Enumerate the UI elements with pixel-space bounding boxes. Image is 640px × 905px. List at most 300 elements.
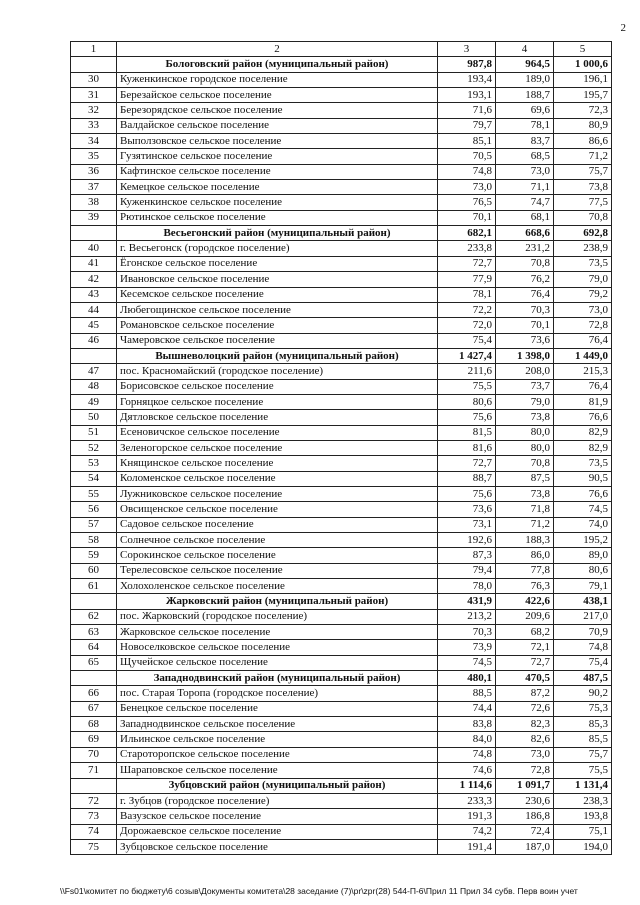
table-row bbox=[71, 793, 612, 808]
settlement-name: Садовое сельское поселение bbox=[117, 517, 438, 532]
settlement-name: Зубцовский район (муниципальный район) bbox=[117, 778, 438, 793]
table-row bbox=[71, 425, 612, 440]
value-col-5: 73,5 bbox=[554, 456, 612, 471]
value-col-4: 71,2 bbox=[496, 517, 554, 532]
row-number: 58 bbox=[71, 533, 117, 548]
value-col-5: 70,8 bbox=[554, 210, 612, 225]
row-number: 51 bbox=[71, 425, 117, 440]
value-col-4: 422,6 bbox=[496, 594, 554, 609]
value-col-5: 73,5 bbox=[554, 256, 612, 271]
settlement-name: Любегощинское сельское поселение bbox=[117, 302, 438, 317]
value-col-4: 68,5 bbox=[496, 149, 554, 164]
settlement-name: г. Зубцов (городское поселение) bbox=[117, 793, 438, 808]
settlement-name: пос. Старая Торопа (городское поселение) bbox=[117, 686, 438, 701]
value-col-5: 79,2 bbox=[554, 287, 612, 302]
table-row bbox=[71, 533, 612, 548]
table-row bbox=[71, 625, 612, 640]
row-number: 30 bbox=[71, 72, 117, 87]
settlement-name: Княщинское сельское поселение bbox=[117, 456, 438, 471]
row-number: 45 bbox=[71, 318, 117, 333]
value-col-5: 692,8 bbox=[554, 226, 612, 241]
settlement-name: Кемецкое сельское поселение bbox=[117, 180, 438, 195]
settlement-name: Зубцовское сельское поселение bbox=[117, 839, 438, 854]
value-col-5: 1 131,4 bbox=[554, 778, 612, 793]
value-col-3: 73,9 bbox=[438, 640, 496, 655]
settlement-name: Зеленогорское сельское поселение bbox=[117, 440, 438, 455]
row-number: 55 bbox=[71, 486, 117, 501]
value-col-3: 480,1 bbox=[438, 671, 496, 686]
value-col-3: 193,1 bbox=[438, 88, 496, 103]
table-row bbox=[71, 287, 612, 302]
value-col-3: 211,6 bbox=[438, 364, 496, 379]
subvention-table bbox=[70, 41, 612, 855]
value-col-3: 75,5 bbox=[438, 379, 496, 394]
row-number: 52 bbox=[71, 440, 117, 455]
settlement-name: Терелесовское сельское поселение bbox=[117, 563, 438, 578]
value-col-5: 72,8 bbox=[554, 318, 612, 333]
header-col-2: 2 bbox=[117, 42, 438, 57]
row-number: 50 bbox=[71, 410, 117, 425]
value-col-4: 77,8 bbox=[496, 563, 554, 578]
value-col-4: 73,6 bbox=[496, 333, 554, 348]
value-col-3: 88,5 bbox=[438, 686, 496, 701]
value-col-5: 75,1 bbox=[554, 824, 612, 839]
settlement-name: Весьегонский район (муниципальный район) bbox=[117, 226, 438, 241]
table-row bbox=[71, 195, 612, 210]
value-col-3: 1 114,6 bbox=[438, 778, 496, 793]
value-col-4: 72,4 bbox=[496, 824, 554, 839]
value-col-5: 195,2 bbox=[554, 533, 612, 548]
value-col-3: 70,3 bbox=[438, 625, 496, 640]
table-row bbox=[71, 210, 612, 225]
value-col-5: 75,4 bbox=[554, 655, 612, 670]
value-col-4: 188,3 bbox=[496, 533, 554, 548]
value-col-3: 87,3 bbox=[438, 548, 496, 563]
value-col-4: 71,8 bbox=[496, 502, 554, 517]
value-col-3: 85,1 bbox=[438, 134, 496, 149]
value-col-3: 76,5 bbox=[438, 195, 496, 210]
row-number bbox=[71, 594, 117, 609]
row-number: 46 bbox=[71, 333, 117, 348]
value-col-4: 1 398,0 bbox=[496, 348, 554, 363]
table-row bbox=[71, 563, 612, 578]
value-col-4: 80,0 bbox=[496, 425, 554, 440]
district-row bbox=[71, 226, 612, 241]
settlement-name: Куженкинское сельское поселение bbox=[117, 195, 438, 210]
table-row bbox=[71, 579, 612, 594]
value-col-5: 77,5 bbox=[554, 195, 612, 210]
value-col-4: 72,1 bbox=[496, 640, 554, 655]
value-col-4: 73,8 bbox=[496, 410, 554, 425]
district-row bbox=[71, 778, 612, 793]
table-row bbox=[71, 241, 612, 256]
value-col-3: 84,0 bbox=[438, 732, 496, 747]
value-col-5: 74,5 bbox=[554, 502, 612, 517]
value-col-3: 74,8 bbox=[438, 164, 496, 179]
table-row bbox=[71, 272, 612, 287]
table-row bbox=[71, 824, 612, 839]
value-col-3: 83,8 bbox=[438, 717, 496, 732]
value-col-3: 81,6 bbox=[438, 440, 496, 455]
value-col-3: 73,0 bbox=[438, 180, 496, 195]
row-number: 68 bbox=[71, 717, 117, 732]
value-col-3: 88,7 bbox=[438, 471, 496, 486]
settlement-name: Чамеровское сельское поселение bbox=[117, 333, 438, 348]
value-col-3: 682,1 bbox=[438, 226, 496, 241]
value-col-3: 80,6 bbox=[438, 394, 496, 409]
value-col-5: 89,0 bbox=[554, 548, 612, 563]
value-col-3: 1 427,4 bbox=[438, 348, 496, 363]
value-col-5: 79,0 bbox=[554, 272, 612, 287]
row-number: 75 bbox=[71, 839, 117, 854]
table-row bbox=[71, 763, 612, 778]
value-col-4: 76,3 bbox=[496, 579, 554, 594]
value-col-4: 1 091,7 bbox=[496, 778, 554, 793]
value-col-5: 81,9 bbox=[554, 394, 612, 409]
settlement-name: г. Весьегонск (городское поселение) bbox=[117, 241, 438, 256]
header-col-1: 1 bbox=[71, 42, 117, 57]
value-col-5: 85,3 bbox=[554, 717, 612, 732]
value-col-3: 70,5 bbox=[438, 149, 496, 164]
value-col-3: 75,6 bbox=[438, 410, 496, 425]
value-col-3: 233,3 bbox=[438, 793, 496, 808]
settlement-name: Дорожаевское сельское поселение bbox=[117, 824, 438, 839]
table-row bbox=[71, 364, 612, 379]
value-col-3: 213,2 bbox=[438, 609, 496, 624]
value-col-3: 73,1 bbox=[438, 517, 496, 532]
row-number: 71 bbox=[71, 763, 117, 778]
value-col-4: 73,8 bbox=[496, 486, 554, 501]
row-number: 66 bbox=[71, 686, 117, 701]
value-col-3: 81,5 bbox=[438, 425, 496, 440]
value-col-4: 71,1 bbox=[496, 180, 554, 195]
value-col-5: 74,8 bbox=[554, 640, 612, 655]
row-number: 53 bbox=[71, 456, 117, 471]
value-col-4: 209,6 bbox=[496, 609, 554, 624]
value-col-5: 76,4 bbox=[554, 379, 612, 394]
table-row bbox=[71, 394, 612, 409]
value-col-5: 79,1 bbox=[554, 579, 612, 594]
row-number: 63 bbox=[71, 625, 117, 640]
table-row bbox=[71, 440, 612, 455]
district-row bbox=[71, 671, 612, 686]
row-number: 56 bbox=[71, 502, 117, 517]
value-col-5: 194,0 bbox=[554, 839, 612, 854]
value-col-5: 217,0 bbox=[554, 609, 612, 624]
settlement-name: Овсищенское сельское поселение bbox=[117, 502, 438, 517]
value-col-5: 75,7 bbox=[554, 164, 612, 179]
value-col-4: 230,6 bbox=[496, 793, 554, 808]
row-number: 54 bbox=[71, 471, 117, 486]
value-col-5: 1 000,6 bbox=[554, 57, 612, 72]
value-col-3: 74,5 bbox=[438, 655, 496, 670]
settlement-name: Гузятинское сельское поселение bbox=[117, 149, 438, 164]
value-col-4: 668,6 bbox=[496, 226, 554, 241]
settlement-name: Западнодвинский район (муниципальный район) bbox=[117, 671, 438, 686]
value-col-5: 438,1 bbox=[554, 594, 612, 609]
row-number: 67 bbox=[71, 701, 117, 716]
value-col-4: 208,0 bbox=[496, 364, 554, 379]
table-row bbox=[71, 747, 612, 762]
row-number: 32 bbox=[71, 103, 117, 118]
table-row bbox=[71, 118, 612, 133]
value-col-5: 82,9 bbox=[554, 425, 612, 440]
row-number: 48 bbox=[71, 379, 117, 394]
value-col-4: 69,6 bbox=[496, 103, 554, 118]
value-col-3: 71,6 bbox=[438, 103, 496, 118]
value-col-5: 80,9 bbox=[554, 118, 612, 133]
value-col-4: 79,0 bbox=[496, 394, 554, 409]
table-row bbox=[71, 517, 612, 532]
value-col-4: 70,1 bbox=[496, 318, 554, 333]
table-row bbox=[71, 164, 612, 179]
value-col-4: 70,8 bbox=[496, 256, 554, 271]
row-number: 61 bbox=[71, 579, 117, 594]
table-row bbox=[71, 333, 612, 348]
value-col-5: 75,3 bbox=[554, 701, 612, 716]
page-number: 2 bbox=[620, 22, 626, 34]
value-col-3: 72,2 bbox=[438, 302, 496, 317]
row-number bbox=[71, 671, 117, 686]
table-row bbox=[71, 732, 612, 747]
value-col-4: 87,5 bbox=[496, 471, 554, 486]
settlement-name: Березайское сельское поселение bbox=[117, 88, 438, 103]
value-col-4: 86,0 bbox=[496, 548, 554, 563]
value-col-4: 80,0 bbox=[496, 440, 554, 455]
value-col-5: 71,2 bbox=[554, 149, 612, 164]
value-col-4: 76,2 bbox=[496, 272, 554, 287]
value-col-5: 1 449,0 bbox=[554, 348, 612, 363]
row-number: 70 bbox=[71, 747, 117, 762]
row-number: 60 bbox=[71, 563, 117, 578]
value-col-4: 72,8 bbox=[496, 763, 554, 778]
row-number: 38 bbox=[71, 195, 117, 210]
value-col-5: 75,7 bbox=[554, 747, 612, 762]
row-number: 41 bbox=[71, 256, 117, 271]
settlement-name: Романовское сельское поселение bbox=[117, 318, 438, 333]
settlement-name: Западнодвинское сельское поселение bbox=[117, 717, 438, 732]
row-number: 37 bbox=[71, 180, 117, 195]
row-number: 65 bbox=[71, 655, 117, 670]
value-col-5: 487,5 bbox=[554, 671, 612, 686]
settlement-name: Шараповское сельское поселение bbox=[117, 763, 438, 778]
value-col-3: 75,6 bbox=[438, 486, 496, 501]
table-row bbox=[71, 701, 612, 716]
table-row bbox=[71, 655, 612, 670]
value-col-4: 82,6 bbox=[496, 732, 554, 747]
settlement-name: Холохоленское сельское поселение bbox=[117, 579, 438, 594]
table-header-row bbox=[71, 42, 612, 57]
settlement-name: Березорядское сельское поселение bbox=[117, 103, 438, 118]
value-col-5: 75,5 bbox=[554, 763, 612, 778]
settlement-name: Вышневолоцкий район (муниципальный район) bbox=[117, 348, 438, 363]
row-number: 64 bbox=[71, 640, 117, 655]
row-number: 47 bbox=[71, 364, 117, 379]
table-row bbox=[71, 134, 612, 149]
value-col-5: 74,0 bbox=[554, 517, 612, 532]
value-col-3: 193,4 bbox=[438, 72, 496, 87]
file-path-footer: \\Fs01\комитет по бюджету\6 созыв\Документы комитета\28 заседание (7)\pr\zpr(28) 544-П-6\Прил 11 Прил 34 субв. Перв воин учет bbox=[60, 886, 578, 896]
value-col-3: 79,7 bbox=[438, 118, 496, 133]
value-col-4: 70,3 bbox=[496, 302, 554, 317]
settlement-name: Валдайское сельское поселение bbox=[117, 118, 438, 133]
table-row bbox=[71, 609, 612, 624]
table-row bbox=[71, 686, 612, 701]
value-col-4: 72,6 bbox=[496, 701, 554, 716]
table-row bbox=[71, 302, 612, 317]
table-row bbox=[71, 379, 612, 394]
value-col-4: 188,7 bbox=[496, 88, 554, 103]
value-col-5: 70,9 bbox=[554, 625, 612, 640]
district-row bbox=[71, 594, 612, 609]
settlement-name: Коломенское сельское поселение bbox=[117, 471, 438, 486]
value-col-5: 90,2 bbox=[554, 686, 612, 701]
row-number: 43 bbox=[71, 287, 117, 302]
value-col-4: 68,1 bbox=[496, 210, 554, 225]
row-number: 35 bbox=[71, 149, 117, 164]
value-col-4: 82,3 bbox=[496, 717, 554, 732]
row-number: 72 bbox=[71, 793, 117, 808]
district-row bbox=[71, 57, 612, 72]
row-number: 74 bbox=[71, 824, 117, 839]
value-col-3: 192,6 bbox=[438, 533, 496, 548]
value-col-3: 233,8 bbox=[438, 241, 496, 256]
value-col-3: 78,0 bbox=[438, 579, 496, 594]
settlement-name: пос. Жарковский (городское поселение) bbox=[117, 609, 438, 624]
settlement-name: Новоселковское сельское поселение bbox=[117, 640, 438, 655]
value-col-4: 187,0 bbox=[496, 839, 554, 854]
value-col-5: 90,5 bbox=[554, 471, 612, 486]
value-col-5: 193,8 bbox=[554, 809, 612, 824]
row-number: 57 bbox=[71, 517, 117, 532]
value-col-3: 72,0 bbox=[438, 318, 496, 333]
settlement-name: Ёгонское сельское поселение bbox=[117, 256, 438, 271]
row-number: 33 bbox=[71, 118, 117, 133]
table-row bbox=[71, 502, 612, 517]
settlement-name: Щучейское сельское поселение bbox=[117, 655, 438, 670]
value-col-4: 231,2 bbox=[496, 241, 554, 256]
value-col-4: 76,4 bbox=[496, 287, 554, 302]
table-row bbox=[71, 809, 612, 824]
value-col-3: 78,1 bbox=[438, 287, 496, 302]
value-col-5: 195,7 bbox=[554, 88, 612, 103]
settlement-name: Ильинское сельское поселение bbox=[117, 732, 438, 747]
value-col-5: 76,6 bbox=[554, 486, 612, 501]
value-col-4: 78,1 bbox=[496, 118, 554, 133]
table-row bbox=[71, 640, 612, 655]
settlement-name: Бологовский район (муниципальный район) bbox=[117, 57, 438, 72]
value-col-3: 74,4 bbox=[438, 701, 496, 716]
settlement-name: Ивановское сельское поселение bbox=[117, 272, 438, 287]
value-col-5: 72,3 bbox=[554, 103, 612, 118]
row-number: 42 bbox=[71, 272, 117, 287]
value-col-3: 74,6 bbox=[438, 763, 496, 778]
row-number: 62 bbox=[71, 609, 117, 624]
value-col-4: 73,0 bbox=[496, 747, 554, 762]
settlement-name: Есеновичское сельское поселение bbox=[117, 425, 438, 440]
value-col-5: 196,1 bbox=[554, 72, 612, 87]
row-number: 39 bbox=[71, 210, 117, 225]
value-col-4: 70,8 bbox=[496, 456, 554, 471]
settlement-name: Жарковский район (муниципальный район) bbox=[117, 594, 438, 609]
row-number: 34 bbox=[71, 134, 117, 149]
settlement-name: Бенецкое сельское поселение bbox=[117, 701, 438, 716]
value-col-5: 215,3 bbox=[554, 364, 612, 379]
table-row bbox=[71, 103, 612, 118]
settlement-name: Солнечное сельское поселение bbox=[117, 533, 438, 548]
value-col-4: 87,2 bbox=[496, 686, 554, 701]
table-row bbox=[71, 88, 612, 103]
value-col-3: 73,6 bbox=[438, 502, 496, 517]
row-number bbox=[71, 226, 117, 241]
value-col-5: 82,9 bbox=[554, 440, 612, 455]
value-col-5: 76,4 bbox=[554, 333, 612, 348]
value-col-3: 191,4 bbox=[438, 839, 496, 854]
table-row bbox=[71, 149, 612, 164]
value-col-3: 70,1 bbox=[438, 210, 496, 225]
value-col-5: 238,3 bbox=[554, 793, 612, 808]
settlement-name: Вазузское сельское поселение bbox=[117, 809, 438, 824]
table-row bbox=[71, 318, 612, 333]
value-col-5: 86,6 bbox=[554, 134, 612, 149]
settlement-name: Куженкинское городское поселение bbox=[117, 72, 438, 87]
row-number: 44 bbox=[71, 302, 117, 317]
row-number: 31 bbox=[71, 88, 117, 103]
row-number: 40 bbox=[71, 241, 117, 256]
value-col-5: 73,0 bbox=[554, 302, 612, 317]
settlement-name: Сорокинское сельское поселение bbox=[117, 548, 438, 563]
table-row bbox=[71, 717, 612, 732]
table-row bbox=[71, 256, 612, 271]
header-col-5: 5 bbox=[554, 42, 612, 57]
settlement-name: Выползовское сельское поселение bbox=[117, 134, 438, 149]
table-row bbox=[71, 410, 612, 425]
row-number: 59 bbox=[71, 548, 117, 563]
settlement-name: Жарковское сельское поселение bbox=[117, 625, 438, 640]
table-row bbox=[71, 548, 612, 563]
value-col-3: 431,9 bbox=[438, 594, 496, 609]
value-col-5: 80,6 bbox=[554, 563, 612, 578]
row-number: 69 bbox=[71, 732, 117, 747]
value-col-4: 73,0 bbox=[496, 164, 554, 179]
settlement-name: Кесемское сельское поселение bbox=[117, 287, 438, 302]
settlement-name: Дятловское сельское поселение bbox=[117, 410, 438, 425]
value-col-4: 73,7 bbox=[496, 379, 554, 394]
value-col-5: 76,6 bbox=[554, 410, 612, 425]
settlement-name: Староторопское сельское поселение bbox=[117, 747, 438, 762]
settlement-name: Лужниковское сельское поселение bbox=[117, 486, 438, 501]
table-row bbox=[71, 839, 612, 854]
table-row bbox=[71, 72, 612, 87]
value-col-4: 74,7 bbox=[496, 195, 554, 210]
value-col-3: 72,7 bbox=[438, 256, 496, 271]
district-row bbox=[71, 348, 612, 363]
table-row bbox=[71, 180, 612, 195]
value-col-4: 470,5 bbox=[496, 671, 554, 686]
settlement-name: Рютинское сельское поселение bbox=[117, 210, 438, 225]
value-col-4: 83,7 bbox=[496, 134, 554, 149]
value-col-5: 85,5 bbox=[554, 732, 612, 747]
header-col-3: 3 bbox=[438, 42, 496, 57]
value-col-3: 987,8 bbox=[438, 57, 496, 72]
value-col-3: 72,7 bbox=[438, 456, 496, 471]
settlement-name: пос. Красномайский (городское поселение) bbox=[117, 364, 438, 379]
row-number: 73 bbox=[71, 809, 117, 824]
row-number bbox=[71, 778, 117, 793]
header-col-4: 4 bbox=[496, 42, 554, 57]
value-col-3: 75,4 bbox=[438, 333, 496, 348]
table-row bbox=[71, 471, 612, 486]
